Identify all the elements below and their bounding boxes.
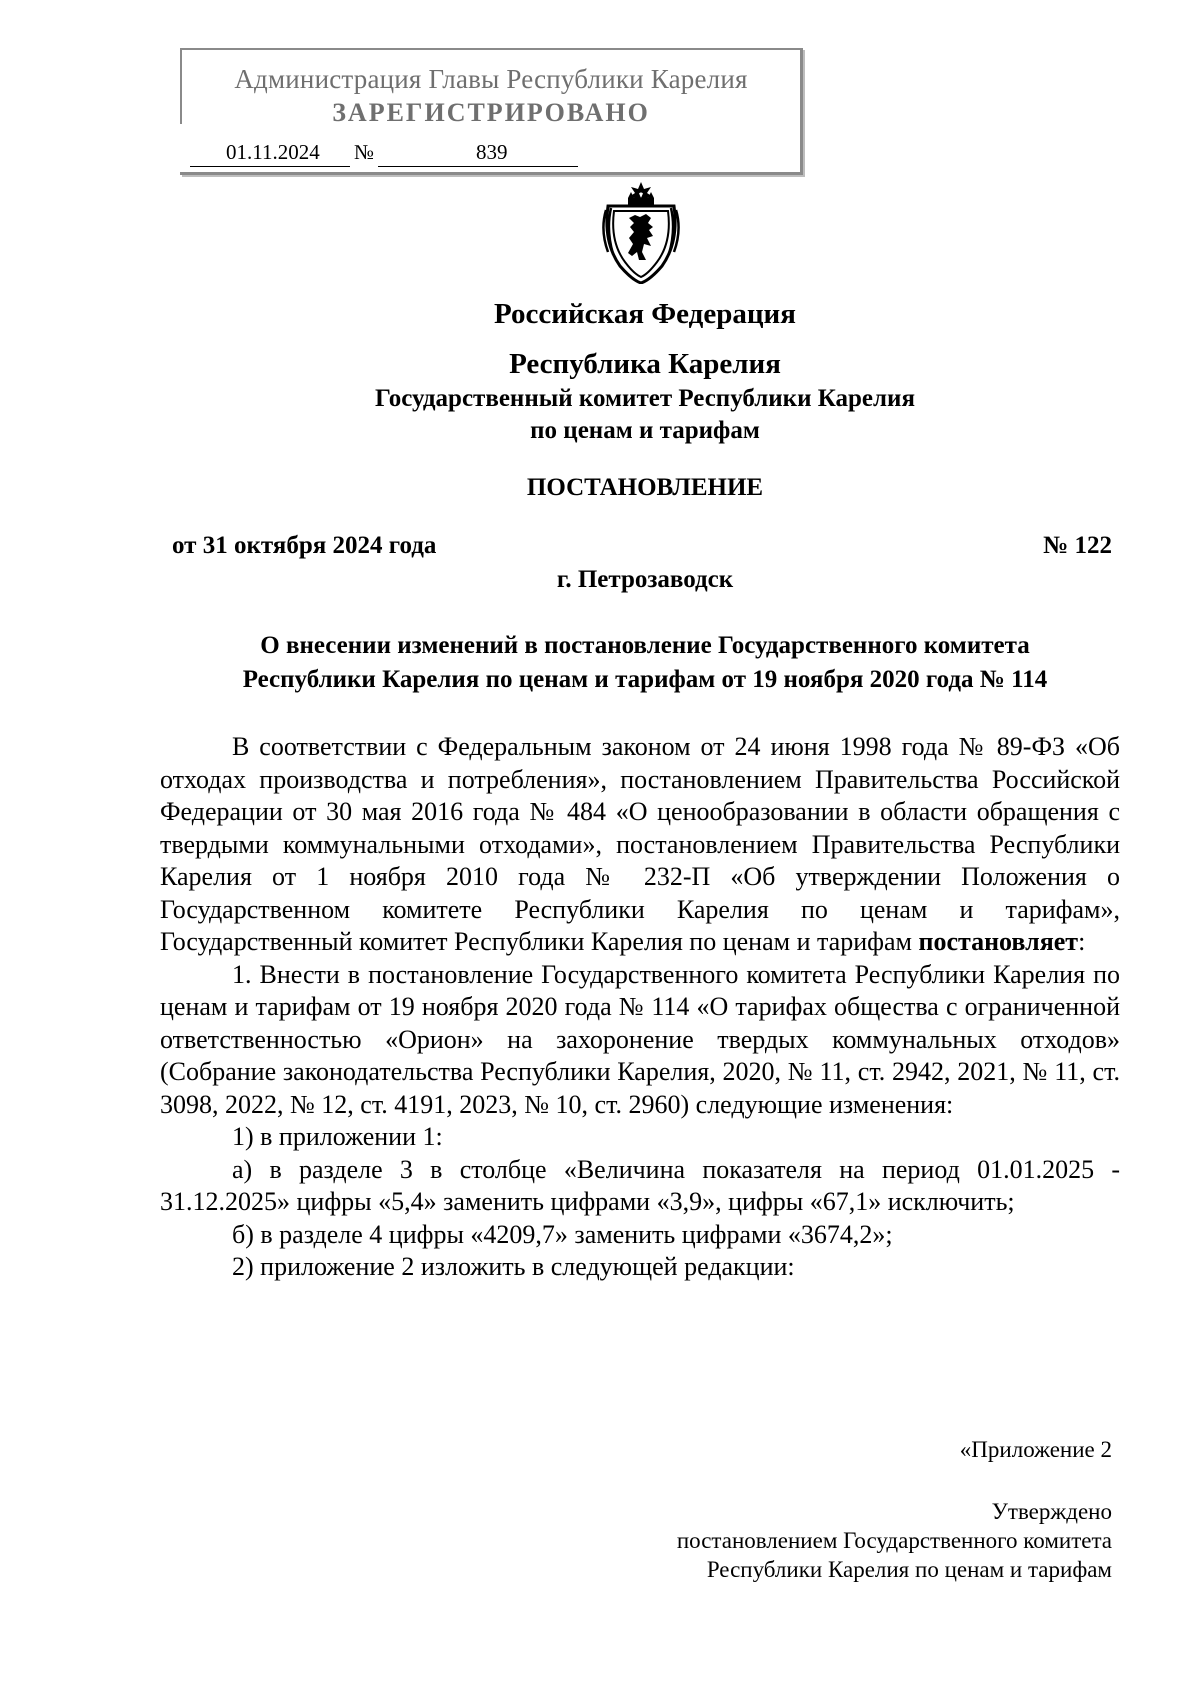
country-heading: Российская Федерация [494, 298, 796, 330]
preamble-text: В соответствии с Федеральным законом от 24 июня 1998 года № 89-ФЗ «Об отходах производства и потребления», постановлением Правительства Российской Федерации от 30 мая 2016 года № 484 «О ценообразовании в области обращения с твердыми коммунальными отходами», постановлением Правительства Республики Карелия от 1 ноября 2010 года № 232-П «Об утверждении Положения о Государственном комитете Республики Карелия по ценам и тарифам», Государственный комитет Республики Карелия по ценам и тарифам [160, 732, 1120, 956]
item-1-sub-1-a: а) в разделе 3 в столбце «Величина показателя на период 01.01.2025 - 31.12.2025» цифры «5,4» заменить цифрами «3,9», цифры «67,1» исключить; [160, 1154, 1120, 1216]
preamble-paragraph [160, 731, 1120, 959]
republic-heading: Республика Карелия [509, 348, 781, 380]
karelia-coat-of-arms-icon [598, 180, 684, 284]
stamp-authority: Администрация Главы Республики Карелия [234, 64, 748, 94]
item-1-sub-1-b: б) в разделе 4 цифры «4209,7» заменить цифрами «3674,2»; [232, 1219, 893, 1249]
item-1-sub-1: 1) в приложении 1: [232, 1122, 443, 1151]
document-city: г. Петрозаводск [556, 566, 734, 593]
item-1-sub-2: 2) приложение 2 изложить в следующей редакции: [232, 1252, 795, 1281]
committee-heading-line1: Государственный комитет Республики Карелия [375, 385, 915, 412]
stamp-number: 839 [476, 140, 508, 164]
document-type: ПОСТАНОВЛЕНИЕ [526, 474, 764, 501]
stamp-date-field [190, 140, 350, 167]
approved-by-line2: Республики Карелия по ценам и тарифам [706, 1557, 1112, 1582]
stamp-number-field [378, 140, 578, 167]
stamp-registration-line [176, 140, 776, 170]
document-body [160, 731, 1120, 1284]
subject-line1: О внесении изменений в постановление Государственного комитета [260, 632, 1030, 659]
approved-by-line1: постановлением Государственного комитета [676, 1528, 1112, 1553]
stamp-date: 01.11.2024 [226, 140, 320, 164]
document-date: от 31 октября 2024 года [172, 532, 437, 559]
stamp-registered: ЗАРЕГИСТРИРОВАНО [332, 98, 650, 127]
approved-text: Утверждено [991, 1499, 1112, 1524]
document-number: № 122 [1043, 532, 1112, 559]
item-1: 1. Внести в постановление Государственного комитета Республики Карелия по ценам и тарифам от 19 ноября 2020 года № 114 «О тарифах общества с ограниченной ответственностью «Орион» на захоронение твердых коммунальных отходов» (Собрание законодательства Республики Карелия, 2020, № 11, ст. 2942, 2021, № 11, ст. 3098, 2022, № 12, ст. 4191, 2023, № 10, ст. 2960) следующие изменения: [160, 959, 1120, 1119]
stamp-number-symbol: № [354, 140, 375, 164]
appendix-label: «Приложение 2 [959, 1437, 1112, 1462]
appendix-approval [677, 1497, 1112, 1584]
subject-line2: Республики Карелия по ценам и тарифам от 19 ноября 2020 года № 114 [242, 666, 1048, 693]
decree-colon: : [1078, 927, 1086, 956]
decree-word: постановляет [918, 927, 1079, 956]
committee-heading-line2: по ценам и тарифам [530, 417, 760, 444]
